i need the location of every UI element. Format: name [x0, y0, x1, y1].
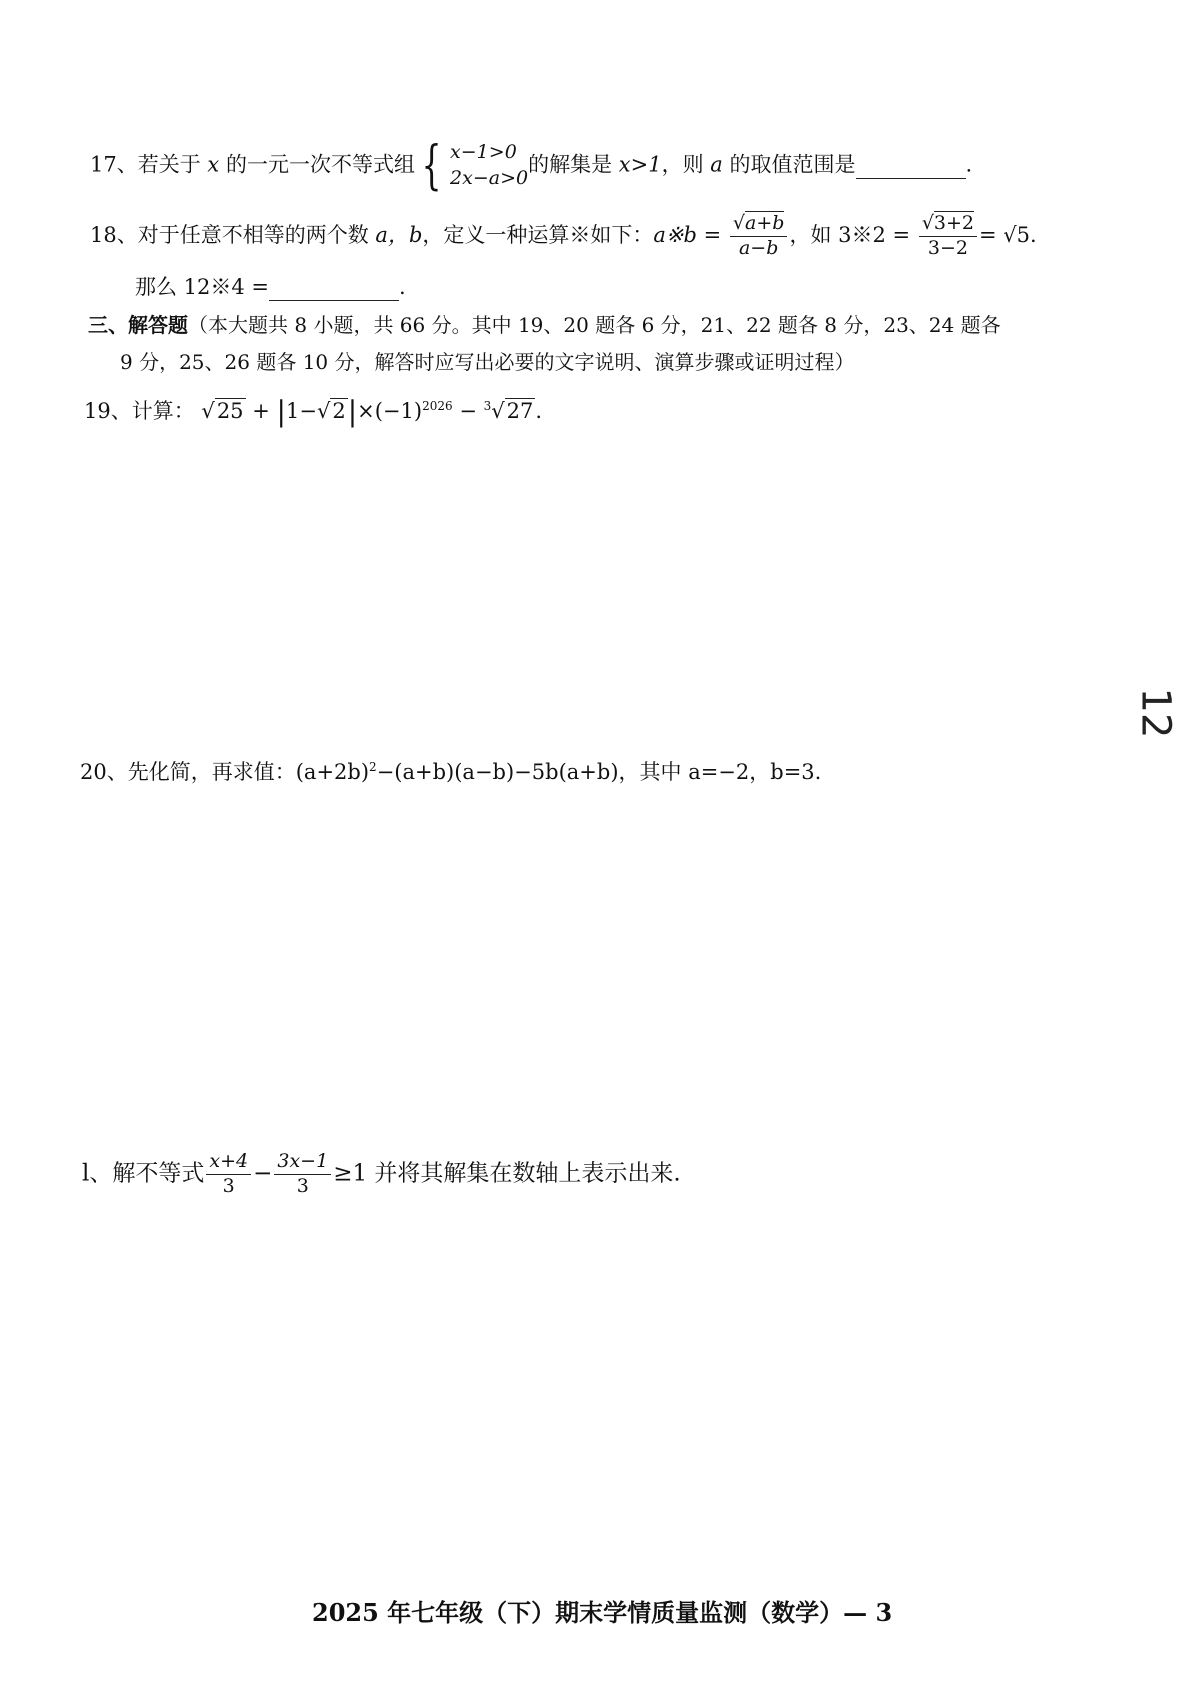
page-footer: 2025 年七年级（下）期末学情质量监测（数学）— 3 — [312, 1598, 893, 1627]
abs-bar-left: | — [276, 395, 286, 428]
section-description: 9 分，25、26 题各 10 分，解答时应写出必要的文字说明、演算步骤或证明过程） — [120, 350, 855, 374]
answer-blank[interactable] — [856, 153, 966, 179]
fraction-1: $\frac{x+4}{3}$ — [206, 1150, 251, 1199]
question-21: l、解不等式 $\frac{x+4}{3}$ − $\frac{3x-1}{3}$ ≥1 并将其解集在数轴上表示出来. — [82, 1150, 681, 1197]
section-heading: 三、解答题（本大题共 8 小题，共 66 分。其中 19、20 题各 6 分，21、22 题各 8 分，23、24 题各 — [88, 313, 1001, 337]
handwritten-mark: 12 — [1132, 687, 1179, 739]
question-17: 17、若关于 x 的一元一次不等式组 { x−1>0 2x−a>0 的解集是 x>1，则 a 的取值范围是 . — [90, 136, 973, 196]
question-18-line2: 那么 12※4 = . — [135, 275, 406, 301]
fraction-2: $\frac{3x-1}{3}$ — [274, 1150, 331, 1199]
cube-root-27: $^3$√27 — [483, 399, 534, 423]
example-fraction: $\frac{√3+2}{3-2}$ — [919, 212, 977, 261]
operation-fraction: $\frac{√a+b}{a-b}$ — [730, 212, 788, 261]
answer-blank[interactable] — [269, 275, 399, 301]
inequality-system: { x−1>0 2x−a>0 — [421, 136, 529, 196]
sqrt-25: √25 — [201, 399, 244, 423]
brace-icon: { — [421, 136, 442, 196]
question-18: 18、对于任意不相等的两个数 a，b，定义一种运算※如下：a※b = $\frac{√a+b}{a-b}$ ，如 3※2 = $\frac{√3+2}{3-2}$ = √5. — [90, 212, 1037, 259]
question-20: 20、先化简，再求值：$(a+2b)^2-(a+b)(a-b)-5b(a+b)$，其中 a=−2，b=3. — [80, 760, 822, 784]
abs-bar-right: | — [347, 395, 358, 428]
question-19: 19、计算： $√25 + |1-√2|\times(-1)^{2026} - ^3√27$. — [84, 395, 543, 428]
